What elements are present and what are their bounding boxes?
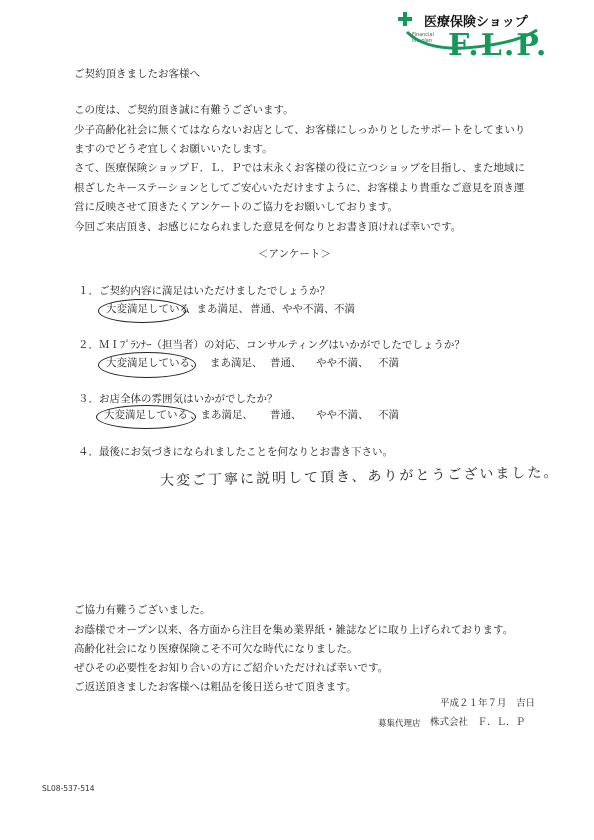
option-dissatisfied: 不満	[378, 409, 399, 421]
handwritten-answer: 大変ご丁寧に説明して頂き、ありがとうございました。	[159, 464, 560, 490]
closing-line-2: お蔭様でオープン以来、各方面から注目を集め業界紙・雑誌などに取り上げられております。	[74, 624, 514, 636]
intro-line-2: 少子高齢化社会に無くてはならないお店として、お客様にしっかりとしたサポートをしてまいり	[74, 124, 526, 136]
option-very-satisfied: 大変満足している、	[106, 357, 201, 369]
closing-line-5: ご返送頂きましたお客様へは粗品を後日送らせて頂きます。	[74, 681, 357, 693]
option-somewhat-dissatisfied: やや不満、	[316, 357, 369, 369]
document-code: SL08-537-514	[42, 784, 95, 793]
option-somewhat-satisfied: まあ満足、	[210, 357, 263, 369]
option-somewhat-dissatisfied: やや不満、	[316, 409, 369, 421]
option-somewhat-satisfied: 、まあ満足、	[190, 409, 253, 421]
option-dissatisfied: 不満	[334, 303, 355, 315]
option-somewhat-satisfied: 、まあ満足、	[186, 303, 249, 315]
closing-line-3: 高齢化社会になり医療保険こそ不可欠な時代になりました。	[74, 643, 358, 655]
option-neutral: 普通、	[270, 409, 302, 421]
option-neutral: 普通、	[250, 303, 282, 315]
intro-line-6: 営に反映させて頂きたくアンケートのご協力をお願いしております。	[74, 201, 399, 213]
question-4: ４．最後にお気づきになられましたことを何なりとお書き下さい。	[78, 446, 393, 458]
question-1: １．ご契約内容に満足はいただけましたでしょうか？	[78, 285, 330, 297]
survey-heading: ＜アンケート＞	[258, 248, 331, 260]
question-3: ３．お店全体の雰囲気はいかがでしたか？	[78, 393, 278, 405]
intro-line-4: さて、医療保険ショップＦ．Ｌ．Ｐでは末永くお客様の役に立つショップを目指し、また地域に	[74, 162, 525, 174]
date: 平成２１年７月 吉日	[440, 698, 536, 709]
intro-line-5: 根ざしたキーステーションとしてご安心いただけますように、お客様より貴重なご意見を頂き運	[74, 182, 525, 194]
logo-swoosh-icon	[405, 28, 540, 52]
option-very-satisfied: 大変満足している	[106, 303, 190, 315]
option-neutral: 普通、	[270, 357, 302, 369]
closing-line-1: ご協力有難うございました。	[74, 604, 211, 616]
intro-line-1: この度は、ご契約頂き誠に有難うございます。	[74, 104, 294, 116]
agency-label: 募集代理店	[378, 719, 421, 729]
logo-brand: F.L.P.	[448, 28, 549, 63]
option-very-satisfied: 大変満足している	[104, 409, 188, 421]
question-2: ２．ＭＩﾌﾟﾗﾝﾅｰ（担当者）の対応、コンサルティングはいかがでしたでしょうか？	[78, 339, 465, 351]
intro-line-7: 今回ご来店頂き、お感じになられました意見を何なりとお書き頂ければ幸いです。	[74, 221, 462, 233]
agency-company: 株式会社 Ｆ．Ｌ．Ｐ	[430, 717, 526, 728]
logo-tagline: Financial life plan	[412, 32, 434, 44]
intro-line-3: ますのでどうぞ宜しくお願いいたします。	[74, 143, 273, 155]
option-dissatisfied: 不満	[378, 357, 399, 369]
option-somewhat-dissatisfied: やや不満、	[282, 303, 335, 315]
logo-company-name: 医療保険ショップ	[424, 15, 528, 30]
closing-line-4: ぜひその必要性をお知り合いの方にご紹介いただければ幸いです。	[74, 662, 389, 674]
salutation: ご契約頂きましたお客様へ	[74, 68, 200, 80]
green-cross-icon	[398, 12, 412, 26]
